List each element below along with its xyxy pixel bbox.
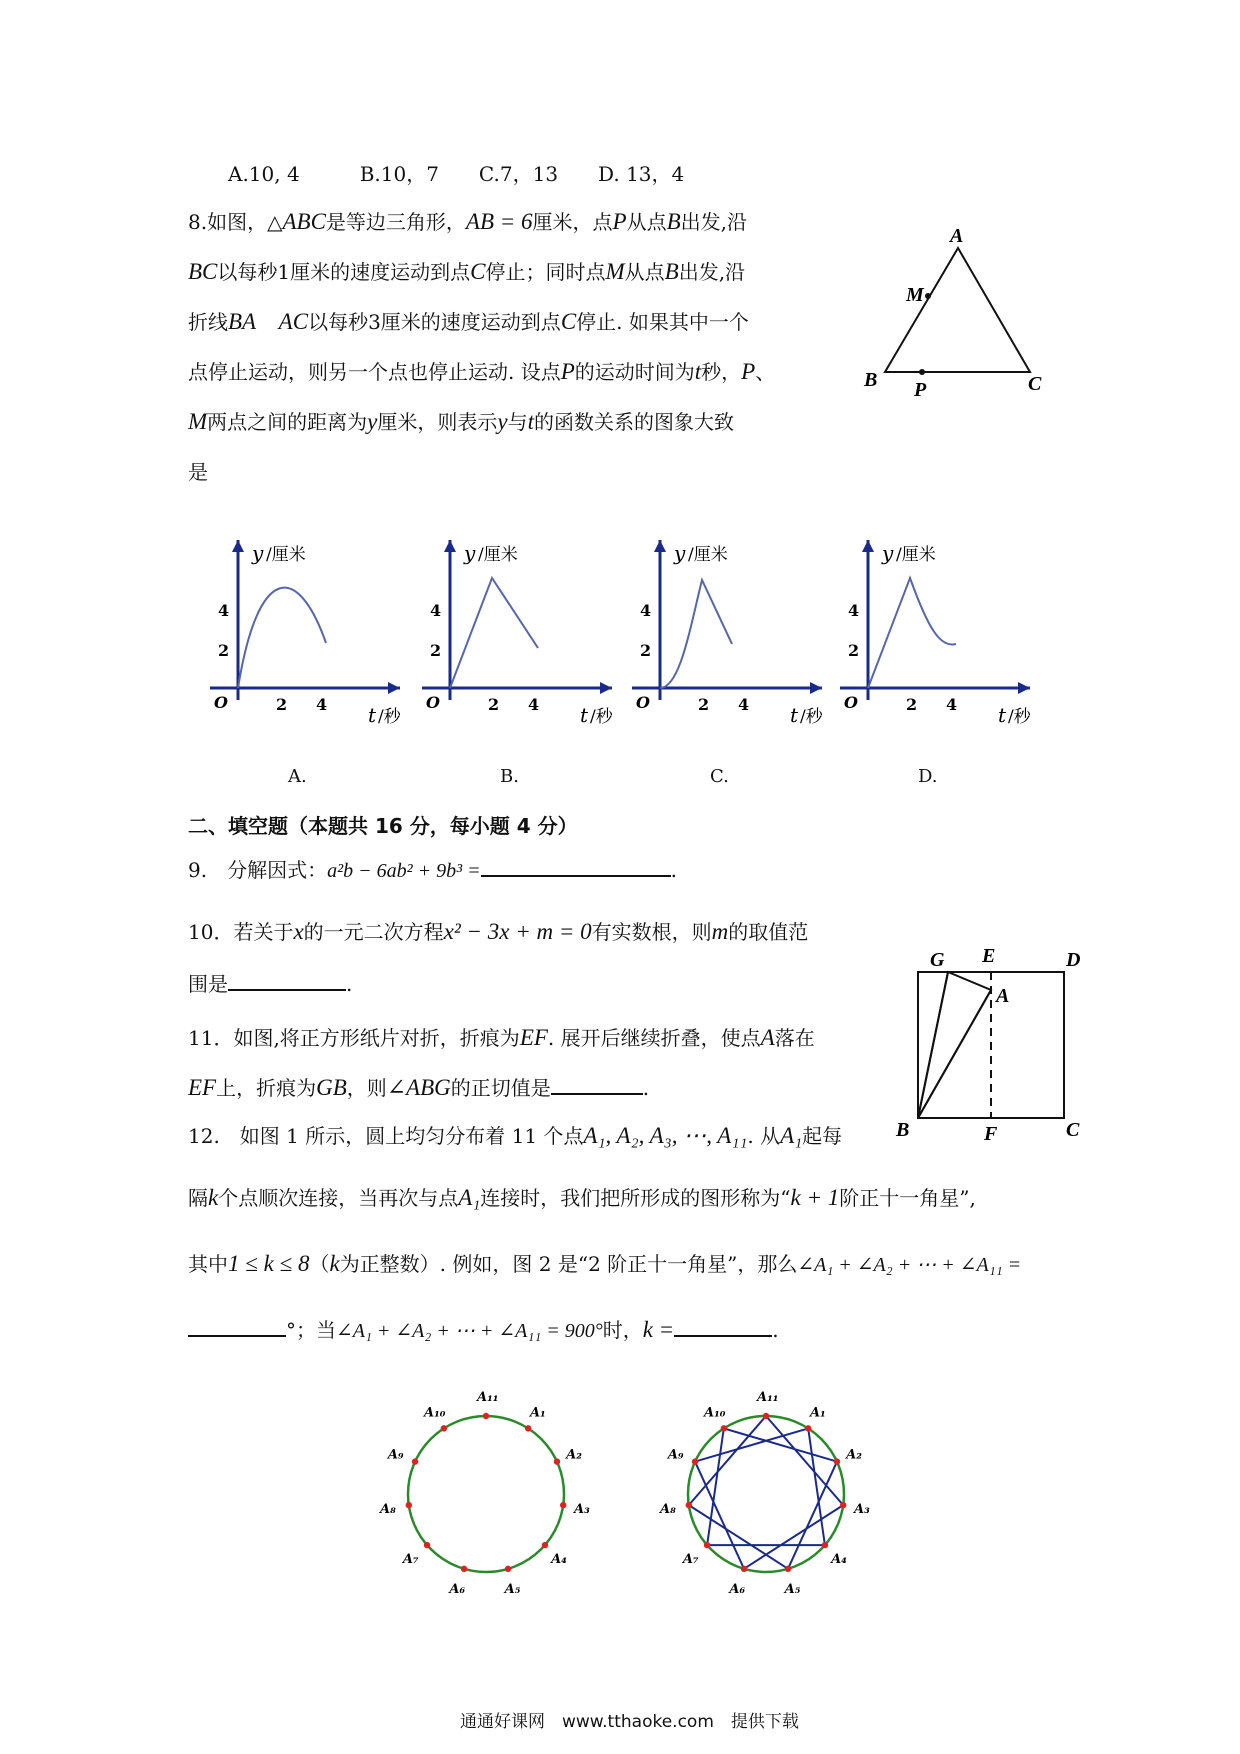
label-m: M	[906, 284, 924, 306]
option-caption-a: A.	[288, 766, 307, 787]
x-tick-label: 2	[276, 695, 288, 714]
point-label: A₉	[667, 1447, 684, 1463]
circle-point	[692, 1458, 698, 1464]
point-label: A₂	[846, 1447, 862, 1463]
y-axis-label: y	[882, 541, 894, 565]
circle-point	[834, 1458, 840, 1464]
point-m	[925, 293, 931, 299]
y-tick-label: 2	[430, 641, 442, 660]
y-arrow	[862, 540, 874, 552]
point-label: A₆	[449, 1582, 466, 1598]
x-tick-label: 4	[316, 695, 328, 714]
point-label: A₆	[729, 1582, 746, 1598]
q11-line2: EF上，折痕为GB，则∠ABG的正切值是 .	[188, 1075, 650, 1100]
circle-figure-2	[656, 1384, 876, 1604]
label-p: P	[914, 379, 927, 401]
circle-point	[483, 1413, 489, 1419]
q8-line1: 8.如图，△ABC是等边三角形，AB = 6厘米，点P从点B出发,沿	[188, 209, 748, 234]
point-label: A₁₁	[477, 1390, 499, 1405]
point-label: A₉	[387, 1447, 404, 1463]
q8-line4: 点停止运动，则另一个点也停止运动. 设点P的运动时间为t秒，P、	[188, 359, 776, 384]
option-graph-a	[200, 540, 401, 727]
y-tick-label: 2	[640, 641, 652, 660]
y-arrow	[232, 540, 244, 552]
y-tick-label: 2	[218, 641, 230, 660]
circle-point	[525, 1425, 531, 1431]
origin-label: O	[844, 693, 858, 712]
point-p	[919, 369, 925, 375]
label-a: A	[950, 225, 964, 247]
point-label: A₄	[831, 1552, 847, 1568]
x-axis-label: t	[790, 703, 799, 727]
y-axis-label: y	[252, 541, 264, 565]
circle-point	[412, 1458, 418, 1464]
segment-ba	[918, 990, 991, 1118]
circle-point	[805, 1425, 811, 1431]
option-caption-d: D.	[918, 766, 938, 787]
circle-point	[763, 1413, 769, 1419]
point-label: A₈	[659, 1501, 676, 1517]
x-axis-label: t	[368, 703, 377, 727]
point-label: A₁₀	[424, 1405, 446, 1421]
label-b: B	[896, 1119, 910, 1141]
y-tick-label: 2	[848, 641, 860, 660]
q9-blank[interactable]	[481, 857, 671, 877]
option-graph-b	[412, 540, 613, 727]
circle-point	[560, 1502, 566, 1508]
option-graph-d	[830, 540, 1031, 727]
circle-point	[785, 1566, 791, 1572]
x-tick-label: 2	[698, 695, 710, 714]
point-label: A₄	[551, 1552, 567, 1568]
circle-point	[424, 1542, 430, 1548]
q10-line1: 10．若关于x的一元二次方程x² − 3x + m = 0有实数根，则m的取值范	[188, 919, 809, 944]
point-label: A₇	[402, 1552, 419, 1568]
x-tick-label: 2	[488, 695, 500, 714]
origin-label: O	[636, 693, 650, 712]
x-axis-label: t	[580, 703, 589, 727]
triangle-abc	[885, 248, 1030, 372]
option-caption-c: C.	[710, 766, 729, 787]
circle-point	[686, 1502, 692, 1508]
function-curve	[660, 580, 732, 688]
label-a: A	[996, 985, 1010, 1007]
y-tick-label: 4	[430, 601, 442, 620]
point-label: A₃	[574, 1501, 590, 1517]
point-label: A₂	[566, 1447, 582, 1463]
circle-figure-1	[376, 1384, 596, 1604]
label-f: F	[984, 1123, 998, 1145]
origin-label: O	[214, 693, 228, 712]
q8-line6: 是	[188, 460, 208, 484]
fold-triangle	[918, 972, 991, 1118]
x-axis-unit: /秒	[1008, 707, 1031, 727]
q10-blank[interactable]	[228, 971, 346, 991]
q12-blank-1[interactable]	[188, 1317, 286, 1337]
q12-line4: °；当∠A₁ + ∠A₂ + ⋯ + ∠A₁₁ = 900°时，k = .	[188, 1316, 779, 1345]
y-axis-unit: /厘米	[266, 545, 306, 565]
option-caption-b: B.	[500, 766, 519, 787]
circle-point	[554, 1458, 560, 1464]
q9: 9. 分解因式：a²b − 6ab² + 9b³ = .	[188, 858, 677, 882]
x-axis-unit: /秒	[800, 707, 823, 727]
q10-line2: 围是 .	[188, 972, 353, 996]
x-tick-label: 4	[738, 695, 750, 714]
q11-blank[interactable]	[551, 1075, 643, 1095]
circle	[408, 1416, 564, 1572]
circle-point	[822, 1542, 828, 1548]
y-tick-label: 4	[218, 601, 230, 620]
point-label: A₁	[529, 1405, 546, 1421]
y-axis-unit: /厘米	[896, 545, 936, 565]
function-curve	[450, 578, 538, 688]
circle-point	[721, 1425, 727, 1431]
q8-line3: 折线BA AC以每秒3厘米的速度运动到点C停止. 如果其中一个	[188, 309, 749, 334]
y-axis-label: y	[674, 541, 686, 565]
x-arrow	[388, 682, 400, 694]
circle-point	[741, 1566, 747, 1572]
triangle-figure	[864, 225, 1070, 408]
y-tick-label: 4	[640, 601, 652, 620]
q8-line2: BC以每秒1厘米的速度运动到点C停止；同时点M从点B出发,沿	[188, 259, 746, 284]
x-arrow	[600, 682, 612, 694]
y-tick-label: 4	[848, 601, 860, 620]
q11-line1: 11．如图,将正方形纸片对折，折痕为EF. 展开后继续折叠，使点A落在	[188, 1025, 815, 1050]
x-tick-label: 4	[528, 695, 540, 714]
point-label: A₁	[809, 1405, 826, 1421]
x-tick-label: 4	[946, 695, 958, 714]
circle-point	[441, 1425, 447, 1431]
y-axis-unit: /厘米	[478, 545, 518, 565]
point-label: A₁₀	[704, 1405, 726, 1421]
circle-point	[461, 1566, 467, 1572]
q12-line2: 隔k个点顺次连接，当再次与点A₁连接时，我们把所形成的图形称为“k + 1阶正十一角星”,	[188, 1185, 976, 1210]
label-b: B	[864, 369, 878, 391]
x-arrow	[810, 682, 822, 694]
y-axis-unit: /厘米	[688, 545, 728, 565]
section-heading: 二、填空题（本题共 16 分，每小题 4 分）	[188, 814, 578, 838]
x-arrow	[1018, 682, 1030, 694]
point-label: A₅	[504, 1582, 521, 1598]
y-axis-label: y	[464, 541, 476, 565]
point-label: A₁₁	[757, 1390, 779, 1405]
q12-blank-2[interactable]	[674, 1317, 772, 1337]
point-label: A₇	[682, 1552, 699, 1568]
x-tick-label: 2	[906, 695, 918, 714]
label-g: G	[930, 949, 945, 971]
y-arrow	[654, 540, 666, 552]
circle	[688, 1416, 844, 1572]
label-e: E	[982, 945, 996, 967]
circle-point	[406, 1502, 412, 1508]
origin-label: O	[426, 693, 440, 712]
footer: 通通好课网 www.tthaoke.com 提供下载	[460, 1712, 799, 1732]
circle-point	[840, 1502, 846, 1508]
point-label: A₅	[784, 1582, 801, 1598]
x-axis-unit: /秒	[590, 707, 613, 727]
x-axis-label: t	[998, 703, 1007, 727]
option-graph-c	[622, 540, 823, 727]
q12-line3: 其中1 ≤ k ≤ 8（k为正整数）. 例如，图 2 是“2 阶正十一角星”，那么∠A₁ + ∠A₂ + ⋯ + ∠A₁₁ =	[188, 1251, 1022, 1276]
point-label: A₈	[379, 1501, 396, 1517]
circle-point	[704, 1542, 710, 1548]
q7-options: A.10, 4 B.10，7 C.7，13 D. 13，4	[228, 162, 685, 186]
point-label: A₃	[854, 1501, 870, 1517]
square-fold-figure	[896, 945, 1100, 1150]
function-curve	[868, 578, 956, 688]
q8-line5: M两点之间的距离为y厘米，则表示y与t的函数关系的图象大致	[188, 409, 734, 434]
x-axis-unit: /秒	[378, 707, 401, 727]
function-curve	[238, 588, 326, 688]
crease-gb	[918, 972, 948, 1118]
circle-point	[542, 1542, 548, 1548]
label-c: C	[1028, 373, 1042, 395]
circle-point	[505, 1566, 511, 1572]
label-c: C	[1066, 1119, 1080, 1141]
label-d: D	[1066, 949, 1081, 971]
q12-line1: 12. 如图 1 所示，圆上均匀分布着 11 个点A₁, A₂, A₃, ⋯, A₁₁. 从A₁起每	[188, 1123, 843, 1148]
y-arrow	[444, 540, 456, 552]
